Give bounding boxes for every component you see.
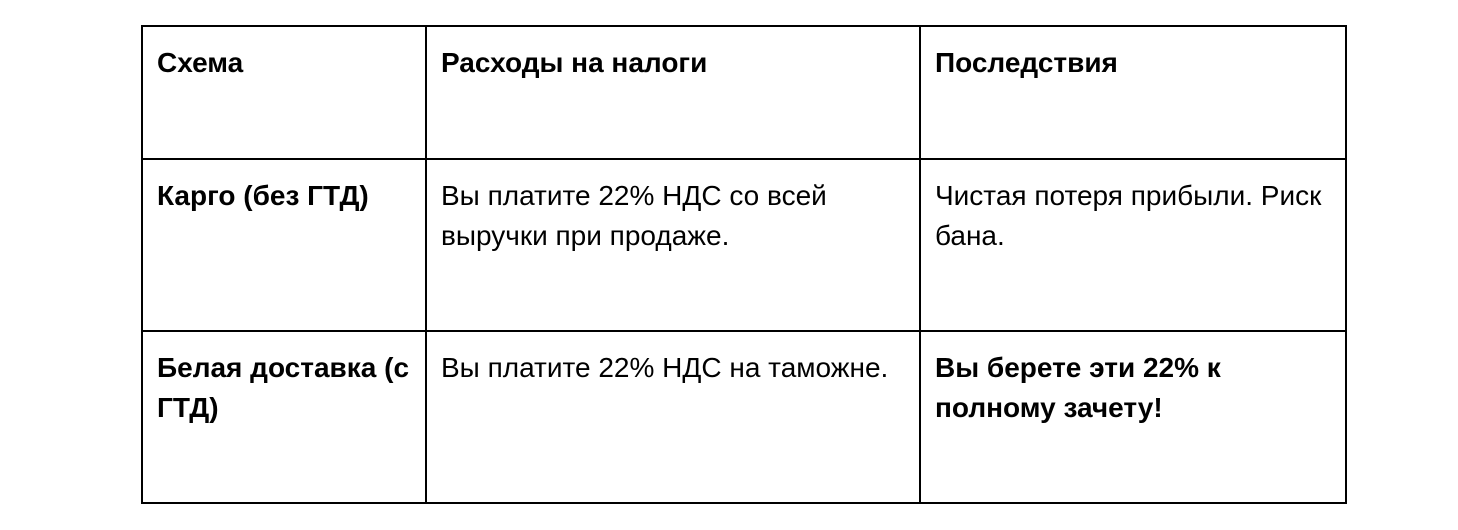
cell-tax: Вы платите 22% НДС на таможне. (426, 331, 920, 503)
header-consequences: Последствия (920, 26, 1346, 159)
table-header-row (142, 26, 1346, 159)
cell-tax: Вы платите 22% НДС со всей выручки при продаже. (426, 159, 920, 331)
cell-scheme: Белая доставка (с ГТД) (142, 331, 426, 503)
table-row (142, 159, 1346, 331)
cell-scheme: Карго (без ГТД) (142, 159, 426, 331)
cell-consequence: Вы берете эти 22% к полному зачету! (920, 331, 1346, 503)
table-row (142, 331, 1346, 503)
header-scheme: Схема (142, 26, 426, 159)
header-tax-expenses: Расходы на налоги (426, 26, 920, 159)
cell-consequence: Чистая потеря прибыли. Риск бана. (920, 159, 1346, 331)
comparison-table (141, 25, 1347, 504)
